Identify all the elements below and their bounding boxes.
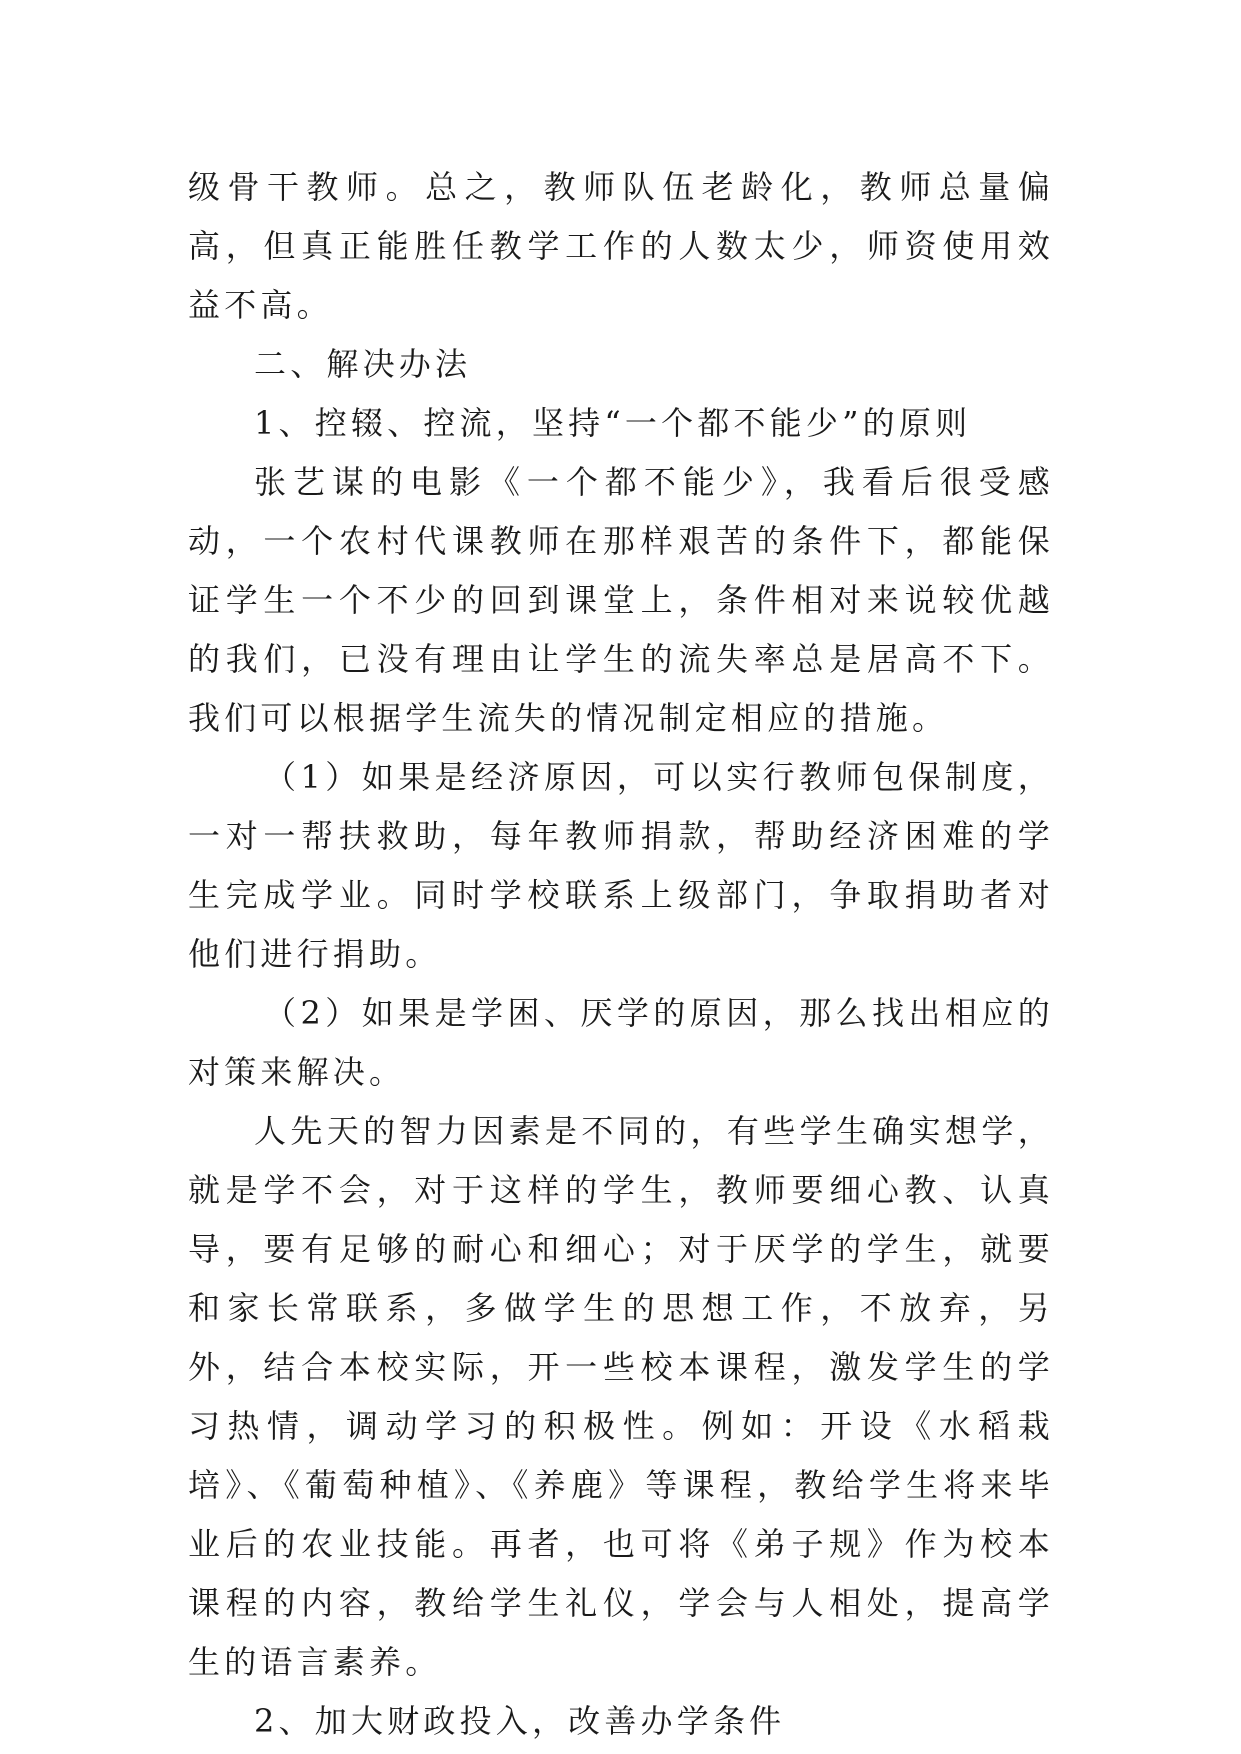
- paragraph-economic-reason: （1）如果是经济原因，可以实行教师包保制度，一对一帮扶救助，每年教师捐款，帮助经济困难的学生完成学业。同时学校联系上级部门，争取捐助者对他们进行捐助。: [188, 758, 1054, 973]
- section-heading-solutions: 二、解决办法: [254, 345, 472, 383]
- paragraph-learning-difficulty: （2）如果是学困、厌学的原因，那么找出相应的对策来解决。: [188, 994, 1054, 1091]
- paragraph-movie-reflection: 张艺谋的电影《一个都不能少》，我看后很受感动，一个农村代课教师在那样艰苦的条件下，都能保证学生一个不少的回到课堂上，条件相对来说较优越的我们，已没有理由让学生的流失率总是居高不下。我们可以根据学生流失的情况制定相应的措施。: [188, 463, 1054, 737]
- subheading-financial-investment: 2、加大财政投入，改善办学条件: [254, 1702, 786, 1740]
- subheading-control-dropout: 1、控辍、控流，坚持“一个都不能少”的原则: [254, 404, 972, 442]
- paragraph-intelligence-factors: 人先天的智力因素是不同的，有些学生确实想学，就是学不会，对于这样的学生，教师要细心教、认真导，要有足够的耐心和细心；对于厌学的学生，就要和家长常联系，多做学生的思想工作，不放弃，另外，结合本校实际，开一些校本课程，激发学生的学习热情，调动学习的积极性。例如：开设《水稻栽培》、《葡萄种植》、《养鹿》等课程，教给学生将来毕业后的农业技能。再者，也可将《弟子规》作为校本课程的内容，教给学生礼仪，学会与人相处，提高学生的语言素养。: [188, 1112, 1054, 1681]
- paragraph-teacher-summary: 级骨干教师。总之，教师队伍老龄化，教师总量偏高，但真正能胜任教学工作的人数太少，师资使用效益不高。: [188, 168, 1054, 324]
- document-body: [188, 158, 1054, 1751]
